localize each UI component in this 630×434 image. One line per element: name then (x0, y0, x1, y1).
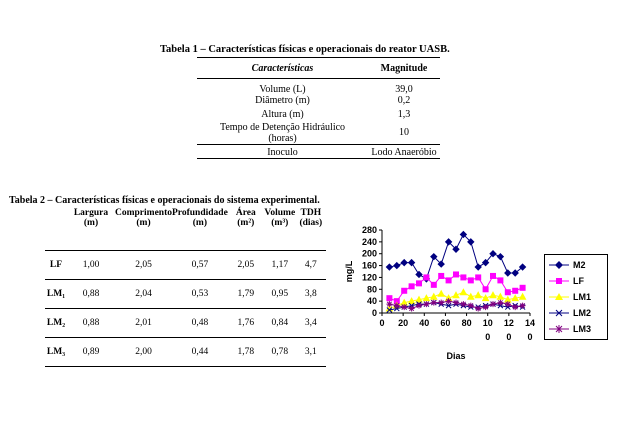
x-tick-label: 12 (503, 318, 514, 328)
y-axis-label: mg/L (344, 260, 354, 283)
data-point-m2 (386, 264, 392, 270)
legend-swatch-lm1 (549, 292, 569, 302)
table-row (45, 251, 326, 280)
data-point-lm1 (475, 292, 481, 298)
table2-header: Comprimento (m) (115, 208, 172, 228)
table2-cell: 1,79 (228, 280, 264, 309)
table2-cell: 3,4 (296, 309, 326, 338)
legend-label: M2 (573, 260, 586, 270)
table1-header-magnitude: Magnitude (368, 58, 440, 79)
data-point-lf (424, 275, 429, 280)
data-point-lf (513, 288, 518, 293)
data-point-lm1 (453, 292, 459, 298)
table1-cell: Diâmetro (m) (255, 95, 310, 106)
table1-cell: 39,0 (395, 84, 413, 95)
data-point-lm3 (386, 301, 392, 307)
legend-item-lm1 (549, 291, 591, 303)
data-point-lm3 (409, 306, 415, 312)
legend-item-lm2 (549, 307, 591, 319)
legend-label: LF (573, 276, 584, 286)
row-label: LM₁ (45, 280, 67, 309)
table1-cell: 10 (368, 120, 440, 145)
data-point-lm1 (438, 291, 444, 297)
data-point-lf (402, 288, 407, 293)
table2-corner (45, 208, 67, 251)
x-tick-label: 0 (485, 332, 491, 342)
table2-cell: 2,04 (115, 280, 172, 309)
table2-cell: 0,88 (67, 280, 115, 309)
table-row (45, 338, 326, 367)
table2-cell: 1,78 (228, 338, 264, 367)
data-point-lm3 (520, 303, 526, 309)
data-point-lm3 (512, 304, 518, 310)
table2-cell: 1,00 (67, 251, 115, 280)
legend-label: LM1 (573, 292, 591, 302)
data-point-lf (498, 278, 503, 283)
table2-cell: 2,00 (115, 338, 172, 367)
table1 (197, 57, 440, 159)
table2-cell: 0,53 (172, 280, 228, 309)
table2-cell: 0,57 (172, 251, 228, 280)
x-tick-label: 10 (482, 318, 493, 328)
table2-header: Profundidade (m) (172, 208, 228, 228)
y-tick-label: 280 (361, 225, 377, 235)
legend-swatch-lm2 (549, 308, 569, 318)
table-row (45, 309, 326, 338)
legend-swatch-lf (549, 276, 569, 286)
table2-cell: 0,88 (67, 309, 115, 338)
legend-item-lf (549, 275, 584, 287)
row-label: LF (45, 251, 67, 280)
legend-item-lm3 (549, 323, 591, 335)
data-point-lf (446, 278, 451, 283)
data-point-lm1 (520, 294, 526, 300)
table2-header: Volume (m³) (264, 208, 296, 228)
data-point-lf (505, 290, 510, 295)
x-tick-label: 60 (440, 318, 451, 328)
chart-legend (544, 254, 608, 340)
data-point-lm3 (497, 300, 503, 306)
table2-cell: 1,17 (264, 251, 296, 280)
data-point-lm3 (446, 298, 452, 304)
table1-title: Tabela 1 – Características físicas e operacionais do reator UASB. (160, 44, 450, 55)
data-point-lm1 (483, 295, 489, 301)
data-point-lf (439, 273, 444, 278)
data-point-lm3 (490, 301, 496, 307)
table2-cell: 4,7 (296, 251, 326, 280)
table2-cell: 0,48 (172, 309, 228, 338)
x-axis-label: Dias (446, 351, 466, 361)
data-point-lm3 (423, 301, 429, 307)
table2-header: Área (m²) (235, 208, 256, 228)
table2 (45, 208, 326, 367)
data-point-lm3 (475, 306, 481, 312)
y-tick-label: 160 (361, 260, 377, 271)
data-point-lm1 (431, 294, 437, 300)
data-point-lf (483, 287, 488, 292)
x-tick-label: 0 (527, 332, 533, 342)
table2-cell: 2,05 (228, 251, 264, 280)
table2-cell: 3,8 (296, 280, 326, 309)
data-point-lf (409, 284, 414, 289)
table2-header: Largura (m) (73, 208, 109, 228)
x-tick-label: 14 (524, 318, 536, 328)
table2-cell: 0,89 (67, 338, 115, 367)
data-point-lf (431, 282, 436, 287)
data-point-lm1 (490, 292, 496, 298)
table1-cell: Volume (L) (259, 84, 306, 95)
y-tick-label: 120 (361, 272, 377, 283)
table2-cell: 3,1 (296, 338, 326, 367)
x-tick-label: 20 (398, 318, 409, 328)
data-point-lf (417, 281, 422, 286)
legend-swatch-m2 (549, 260, 569, 270)
table2-cell: 1,76 (228, 309, 264, 338)
y-tick-label: 200 (361, 248, 377, 259)
data-point-lf (454, 272, 459, 277)
x-tick-label: 0 (379, 318, 385, 328)
data-point-lm1 (460, 289, 466, 295)
data-point-m2 (475, 264, 481, 270)
data-point-m2 (497, 254, 503, 260)
data-point-m2 (401, 260, 407, 266)
table1-cell: 1,3 (397, 109, 411, 120)
x-tick-label: 80 (461, 318, 472, 328)
table-row (45, 280, 326, 309)
data-point-lf (491, 273, 496, 278)
data-point-lf (476, 275, 481, 280)
table1-cell: Tempo de Detenção Hidráulico (horas) (197, 120, 368, 145)
table1-cell: Inoculo (197, 145, 368, 159)
table2-title: Tabela 2 – Características físicas e operacionais do sistema experimental. (9, 195, 320, 206)
row-label: LM₂ (45, 309, 67, 338)
data-point-lm3 (431, 300, 437, 306)
data-point-lm3 (438, 300, 444, 306)
legend-swatch-lm3 (549, 324, 569, 334)
data-point-lf (520, 285, 525, 290)
table2-cell: 2,01 (115, 309, 172, 338)
legend-label: LM3 (573, 324, 591, 334)
data-point-lm3 (394, 303, 400, 309)
table2-cell: 0,44 (172, 338, 228, 367)
table1-header-characteristics: Características (197, 58, 368, 79)
table2-cell: 0,78 (264, 338, 296, 367)
x-tick-label: 40 (419, 318, 430, 328)
line-chart (330, 222, 545, 372)
row-label: LM₃ (45, 338, 67, 367)
table2-cell: 2,05 (115, 251, 172, 280)
data-point-lf (461, 275, 466, 280)
table1-cell: Lodo Anaeróbio (368, 145, 440, 159)
data-point-m2 (505, 270, 511, 276)
table1-cell: Altura (m) (261, 109, 304, 120)
data-point-m2 (416, 271, 422, 277)
data-point-lm3 (505, 301, 511, 307)
y-tick-label: 80 (366, 284, 377, 295)
data-point-lf (468, 278, 473, 283)
legend-label: LM2 (573, 308, 591, 318)
y-tick-label: 240 (361, 236, 377, 247)
table1-cell: 0,2 (397, 95, 411, 106)
data-point-lm3 (483, 304, 489, 310)
y-tick-label: 40 (366, 296, 377, 307)
data-point-lf (387, 296, 392, 301)
table2-header: TDH (dias) (299, 208, 323, 228)
table2-cell: 0,95 (264, 280, 296, 309)
legend-item-m2 (549, 259, 586, 271)
data-point-m2 (409, 260, 415, 266)
data-point-lm3 (416, 303, 422, 309)
x-tick-label: 0 (506, 332, 512, 342)
y-tick-label: 0 (371, 308, 377, 318)
data-point-lm3 (460, 301, 466, 307)
table2-cell: 0,84 (264, 309, 296, 338)
data-point-lm3 (401, 304, 407, 310)
data-point-lm3 (468, 303, 474, 309)
data-point-lm3 (453, 300, 459, 306)
data-point-m2 (394, 263, 400, 269)
